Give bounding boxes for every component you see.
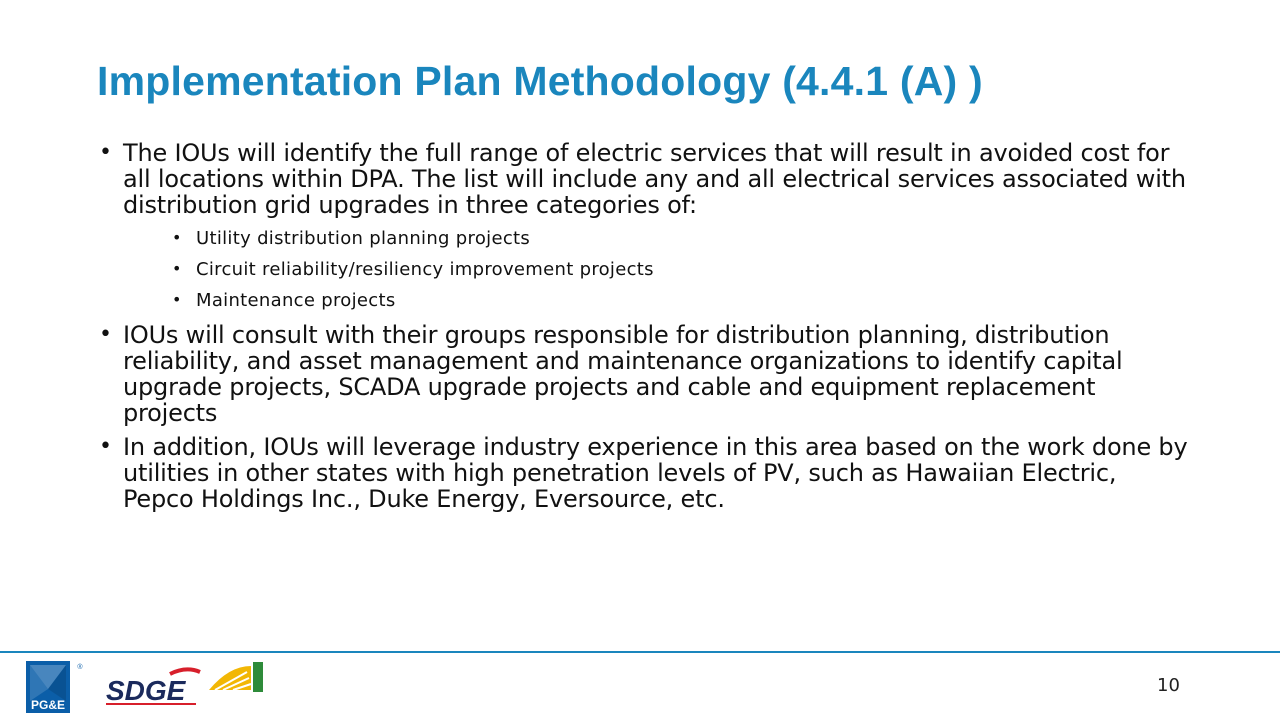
sdge-logo-swoosh xyxy=(170,669,200,674)
sub-bullet-list xyxy=(172,228,1194,312)
bullet-item xyxy=(99,322,1194,426)
sce-logo-bar xyxy=(253,662,263,692)
page-number: 10 xyxy=(1157,675,1180,696)
pge-logo-text: PG&E xyxy=(30,698,66,712)
sdge-logo-icon xyxy=(100,664,202,712)
slide-body xyxy=(99,140,1194,520)
slide-title: Implementation Plan Methodology (4.4.1 (A) ) xyxy=(97,58,983,104)
bullet-list xyxy=(99,140,1194,512)
pge-logo-icon xyxy=(26,661,84,713)
sub-bullet-item: • Maintenance projects xyxy=(172,290,1194,312)
bullet-item xyxy=(99,434,1194,512)
sub-bullet-item: • Circuit reliability/resiliency improvement projects xyxy=(172,259,1194,281)
bullet-text: IOUs will consult with their groups responsible for distribution planning, distribution reliability, and asset management and maintenance organizations to identify capital upgrade projects, SCADA upgrade projects and cable and equipment replacement projects xyxy=(123,321,1123,427)
bullet-item xyxy=(99,140,1194,312)
sdge-logo-text: SDGE xyxy=(106,675,186,706)
bullet-text: In addition, IOUs will leverage industry experience in this area based on the work done by utilities in other states with high penetration levels of PV, such as Hawaiian Electric, Pepco Holdings Inc., Duke Energy, Eversource, etc. xyxy=(123,433,1188,513)
bullet-text: The IOUs will identify the full range of electric services that will result in avoided cost for all locations within DPA. The list will include any and all electrical services associated with distribution grid upgrades in three categories of: xyxy=(123,139,1186,219)
sub-bullet-item: • Utility distribution planning projects xyxy=(172,228,1194,250)
edison-logo-icon xyxy=(207,662,263,692)
registered-mark: ® xyxy=(77,664,83,671)
footer-divider xyxy=(0,651,1280,653)
